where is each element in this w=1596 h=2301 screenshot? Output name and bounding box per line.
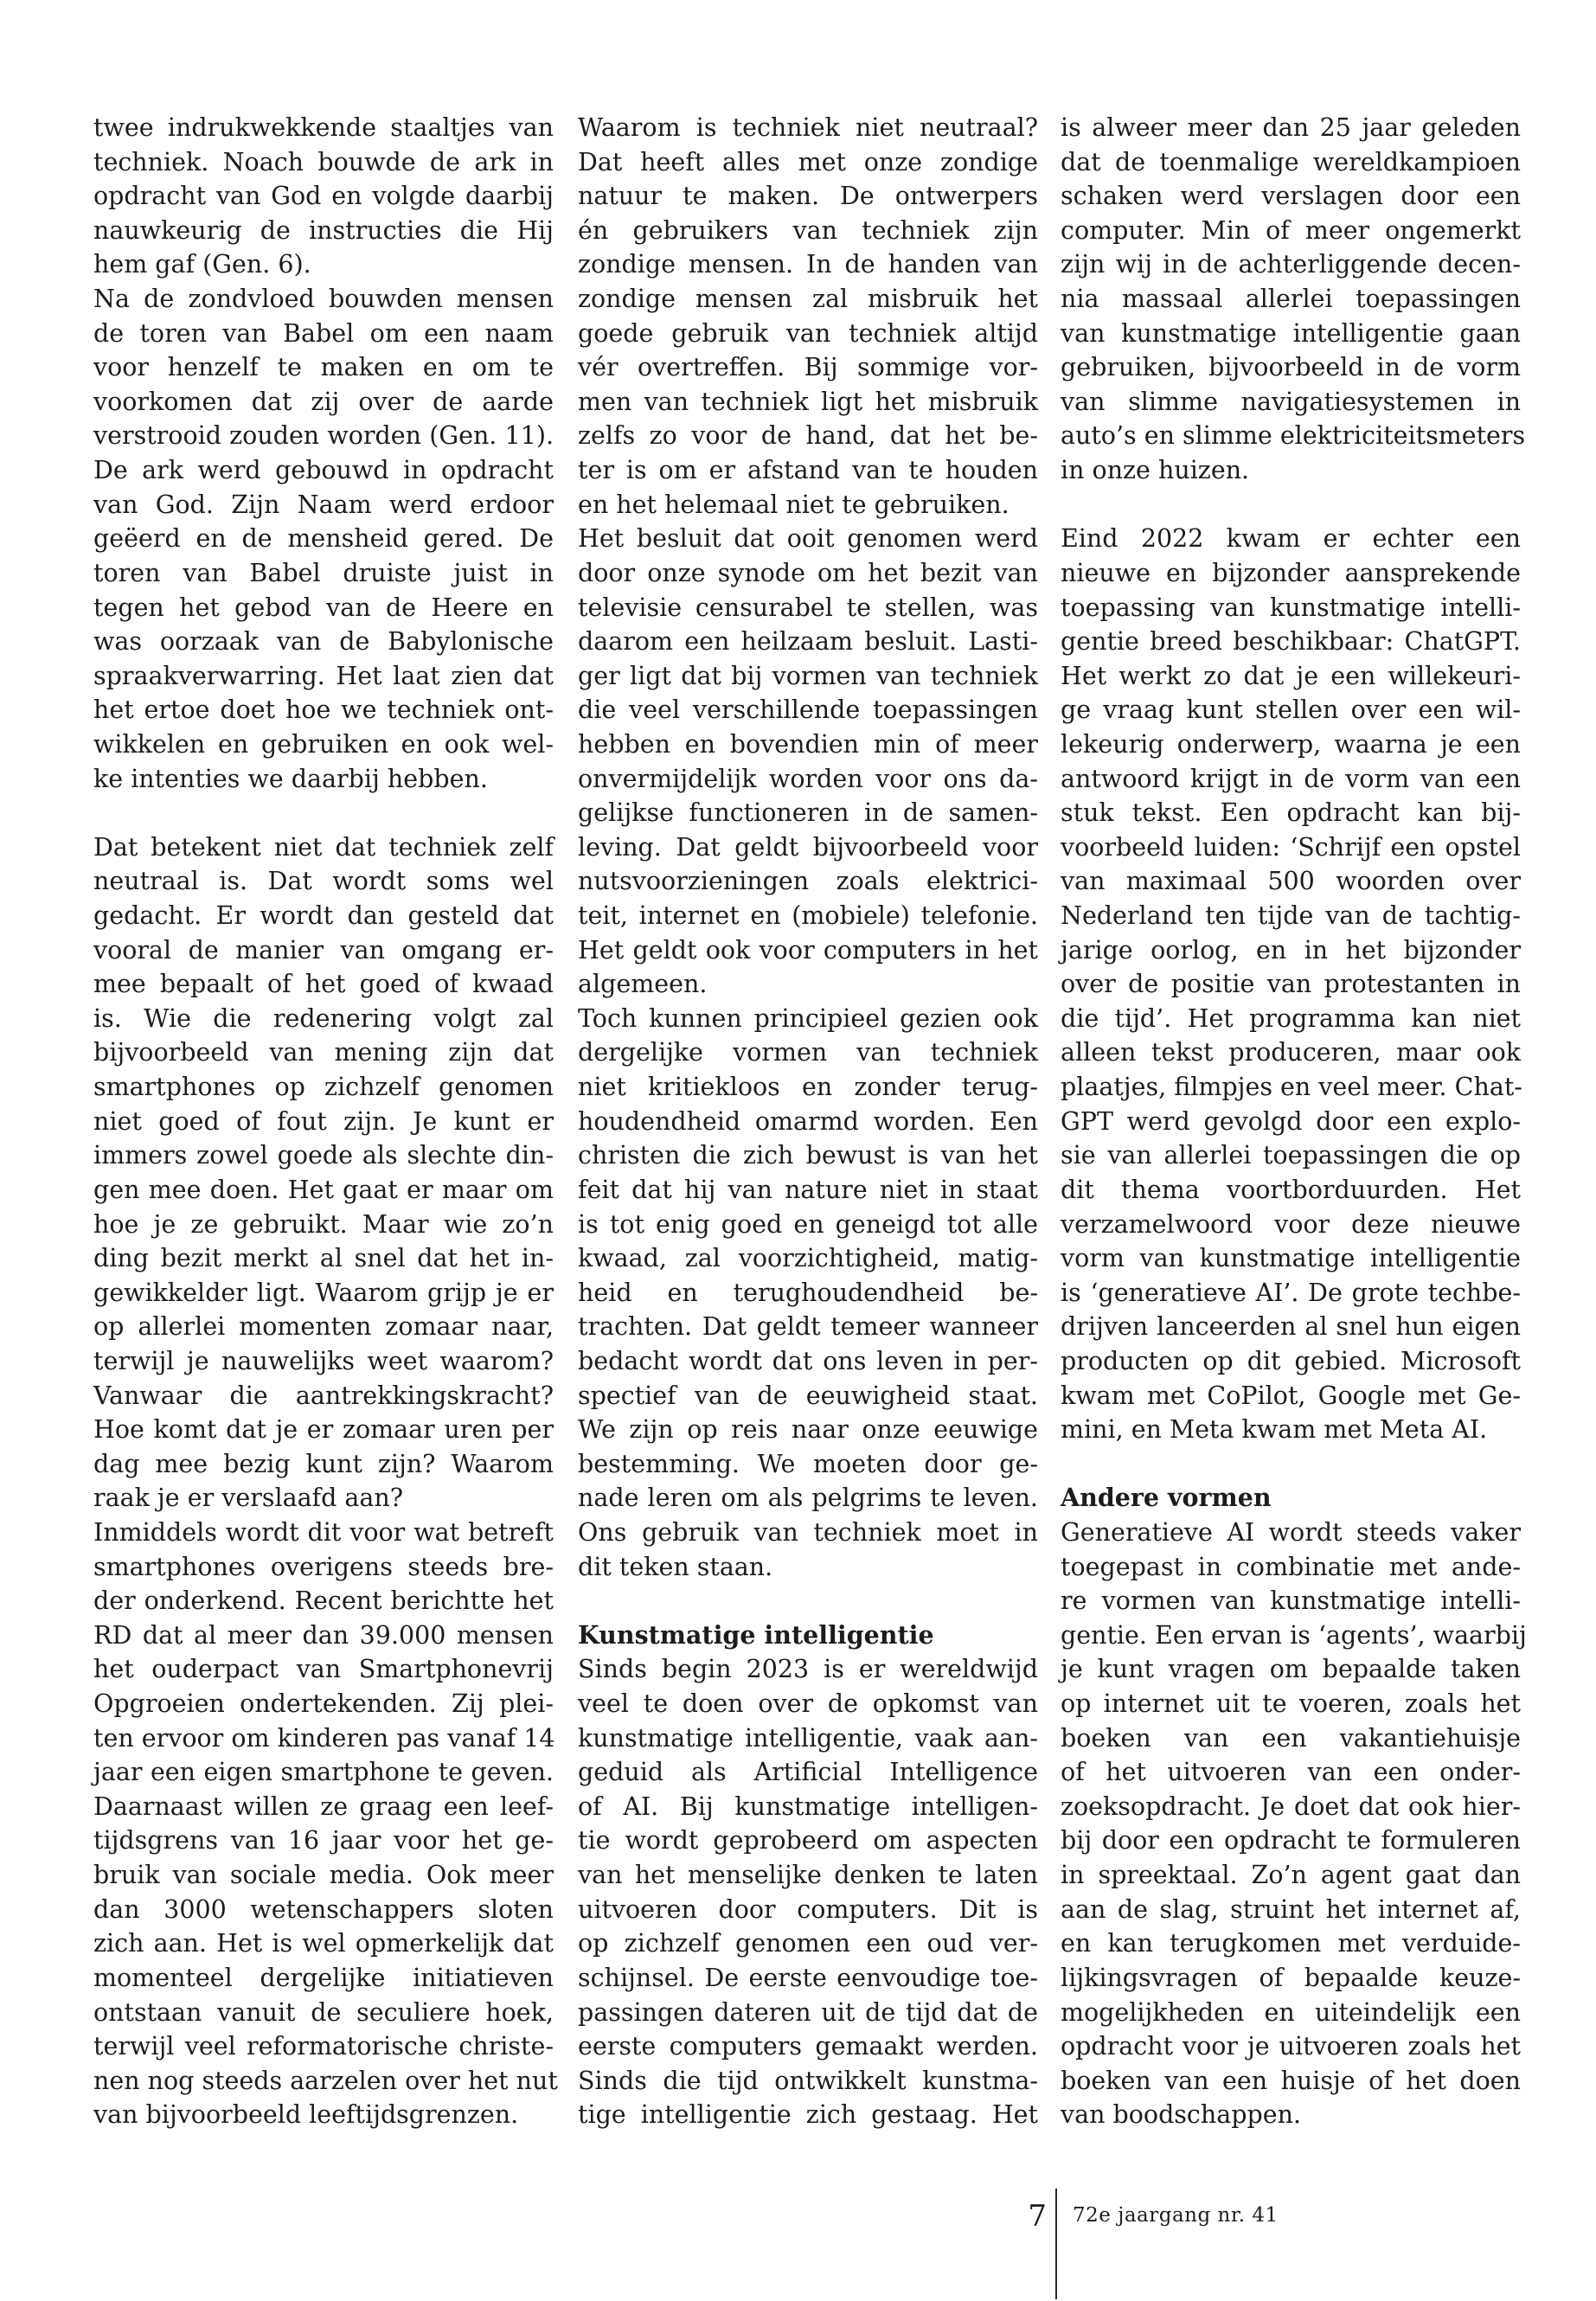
text-line: nutsvoorzieningen zoals elektrici- (578, 867, 1038, 896)
text-line: gedacht. Er wordt dan gesteld dat (93, 901, 554, 931)
text-line: nen nog steeds aarzelen over het nut (93, 2066, 558, 2095)
text-line: auto’s en slimme elektriciteitsmeters (1061, 421, 1526, 451)
text-line: dat de toenmalige wereldkampioen (1061, 147, 1521, 176)
paragraph-gap (1061, 1447, 1521, 1482)
text-line: op internet uit te voeren, zoals het (1061, 1689, 1521, 1719)
text-line: is ‘generatieve AI’. De grote techbe- (1061, 1278, 1521, 1307)
text-line: stuk tekst. Een opdracht kan bij- (1061, 798, 1521, 828)
text-line: De ark werd gebouwd in opdracht (93, 456, 554, 485)
text-line: gelijkse functioneren in de samen- (578, 798, 1038, 828)
text-line: immers zowel goede als slechte din- (93, 1141, 554, 1170)
text-line: kwam met CoPilot, Google met Ge- (1061, 1381, 1521, 1410)
page-footer (1012, 2189, 1358, 2301)
text-line: ten ervoor om kinderen pas vanaf 14 (93, 1723, 555, 1753)
text-line: bijvoorbeeld van mening zijn dat (93, 1038, 554, 1067)
text-line: vér overtreffen. Bij sommige vor- (578, 353, 1038, 382)
text-line: houdendheid omarmd worden. Een (578, 1106, 1038, 1136)
text-line: opdracht voor je uitvoeren zoals het (1061, 2032, 1521, 2061)
text-line: trachten. Dat geldt temeer wanneer (578, 1312, 1038, 1342)
text-line: zondige mensen zal misbruik het (578, 285, 1038, 314)
text-line: eerste computers gemaakt werden. (578, 2032, 1038, 2061)
text-line: Eind 2022 kwam er echter een (1061, 524, 1521, 554)
text-line: zelfs zo voor de hand, dat het be- (578, 421, 1038, 451)
text-line: opdracht van God en volgde daarbij (93, 182, 554, 211)
text-line: lekeurig onderwerp, waarna je een (1061, 729, 1521, 759)
text-line: hoe je ze gebruikt. Maar wie zo’n (93, 1209, 554, 1239)
text-line: Toch kunnen principieel gezien ook (578, 1003, 1038, 1033)
paragraph-gap (1061, 488, 1521, 522)
text-line: of het uitvoeren van een onder- (1061, 1758, 1521, 1787)
text-line: tegen het gebod van de Heere en (93, 593, 554, 622)
text-line: voorkomen dat zij over de aarde (93, 387, 554, 416)
text-line: je kunt vragen om bepaalde taken (1061, 1655, 1521, 1684)
text-line: bedacht wordt dat ons leven in per- (578, 1346, 1038, 1375)
text-line: sie van allerlei toepassingen die op (1061, 1141, 1521, 1170)
text-line: smartphones overigens steeds bre- (93, 1552, 554, 1581)
text-line: bij door een opdracht te formuleren (1061, 1826, 1521, 1856)
text-line: van bijvoorbeeld leeftijdsgrenzen. (93, 2100, 519, 2130)
text-line: van boodschappen. (1061, 2100, 1302, 2130)
text-line: kwaad, zal voorzichtigheid, matig- (578, 1244, 1038, 1273)
text-line: Vanwaar die aantrekkingskracht? (93, 1381, 554, 1410)
text-line: verzamelwoord voor deze nieuwe (1061, 1209, 1521, 1239)
text-line: bestemming. We moeten door ge- (578, 1449, 1038, 1478)
text-line: heid en terughoudendheid be- (578, 1278, 1038, 1307)
text-line: ontstaan vanuit de seculiere hoek, (93, 1997, 554, 2027)
text-line: producten op dit gebied. Microsoft (1061, 1346, 1521, 1375)
text-line: zich aan. Het is wel opmerkelijk dat (93, 1929, 554, 1958)
text-line: Ons gebruik van techniek moet in (578, 1517, 1038, 1547)
text-line: is. Wie die redenering volgt zal (93, 1003, 554, 1033)
text-line: bruik van sociale media. Ook meer (93, 1861, 554, 1890)
text-line: mee bepaalt of het goed of kwaad (93, 970, 554, 999)
text-line: Opgroeien ondertekenden. Zij plei- (93, 1689, 554, 1719)
text-line: schaken werd verslagen door een (1061, 182, 1521, 211)
text-line: van maximaal 500 woorden over (1061, 867, 1521, 896)
text-line: neutraal is. Dat wordt soms wel (93, 867, 554, 896)
text-line: toegepast in combinatie met ande- (1061, 1552, 1521, 1581)
text-line: alleen tekst produceren, maar ook (1061, 1038, 1521, 1067)
text-line: leving. Dat geldt bijvoorbeeld voor (578, 832, 1038, 862)
text-line: jaar een eigen smartphone te geven. (93, 1758, 554, 1787)
text-line: verstrooid zouden worden (Gen. 11). (93, 421, 554, 451)
text-line: hebben en bovendien min of meer (578, 729, 1038, 759)
text-line: GPT werd gevolgd door een explo- (1061, 1106, 1521, 1136)
text-line: gentie breed beschikbaar: ChatGPT. (1061, 627, 1521, 657)
article-column-1 (93, 111, 558, 2132)
text-line: We zijn op reis naar onze eeuwige (578, 1415, 1038, 1445)
text-line: computer. Min of meer ongemerkt (1061, 215, 1521, 245)
text-line: nade leren om als pelgrims te leven. (578, 1484, 1038, 1513)
text-line: veel te doen over de opkomst van (578, 1689, 1038, 1719)
text-line: drijven lanceerden al snel hun eigen (1061, 1312, 1521, 1342)
text-line: door onze synode om het bezit van (578, 558, 1038, 587)
text-line: techniek. Noach bouwde de ark in (93, 147, 554, 176)
text-line: ger ligt dat bij vormen van techniek (578, 661, 1038, 690)
text-line: antwoord krijgt in de vorm van een (1061, 764, 1521, 793)
text-line: zijn wij in de achterliggende decen- (1061, 250, 1521, 279)
text-line: boeken van een huisje of het doen (1061, 2066, 1521, 2095)
text-line: geduid als Artificial Intelligence (578, 1758, 1038, 1787)
text-line: geëerd en de mensheid gered. De (93, 524, 554, 554)
text-line: terwijl veel reformatorische christe- (93, 2032, 554, 2061)
text-line: gewikkelder ligt. Waarom grijp je er (93, 1278, 554, 1307)
text-line: dit thema voortborduurden. Het (1061, 1175, 1521, 1204)
text-line: tige intelligentie zich gestaag. Het (578, 2100, 1038, 2130)
text-line: die veel verschillende toepassingen (578, 695, 1038, 725)
text-line: dan 3000 wetenschappers sloten (93, 1894, 554, 1924)
footer-divider (1055, 2189, 1057, 2299)
text-line: gentie. Een ervan is ‘agents’, waarbij (1061, 1620, 1527, 1650)
text-line: niet goed of fout zijn. Je kunt er (93, 1106, 554, 1136)
text-line: jarige oorlog, en in het bijzonder (1061, 935, 1521, 965)
text-line: aan de slag, struint het internet af, (1061, 1894, 1521, 1924)
page-number: 7 (1028, 2199, 1047, 2234)
text-line: nieuwe en bijzonder aansprekende (1061, 558, 1521, 587)
text-line: lijkingsvragen of bepaalde keuze- (1061, 1963, 1521, 1992)
issue-label: 72e jaargang nr. 41 (1073, 2204, 1279, 2227)
section-heading: Andere vormen (1061, 1483, 1272, 1513)
text-line: RD dat al meer dan 39.000 mensen (93, 1620, 554, 1650)
text-line: mini, en Meta kwam met Meta AI. (1061, 1415, 1488, 1445)
text-line: goede gebruik van techniek altijd (578, 318, 1038, 348)
text-line: tijdsgrens van 16 jaar voor het ge- (93, 1826, 554, 1856)
text-line: men van techniek ligt het misbruik (578, 387, 1038, 416)
article-column-2 (578, 111, 1038, 2132)
text-line: momenteel dergelijke initiatieven (93, 1963, 554, 1992)
paragraph-gap (93, 796, 554, 830)
text-line: zondige mensen. In de handen van (578, 250, 1038, 279)
text-line: daarom een heilzaam besluit. Lasti- (578, 627, 1038, 657)
text-line: én gebruikers van techniek zijn (578, 215, 1038, 245)
text-line: hem gaf (Gen. 6). (93, 250, 311, 279)
text-line: passingen dateren uit de tijd dat de (578, 1997, 1038, 2027)
text-line: van God. Zijn Naam werd erdoor (93, 490, 554, 519)
text-line: en kan terugkomen met verduide- (1061, 1929, 1521, 1958)
text-line: Het werkt zo dat je een willekeuri- (1061, 661, 1521, 690)
text-line: ding bezit merkt al snel dat het in- (93, 1244, 554, 1273)
text-line: voorbeeld luiden: ‘Schrijf een opstel (1061, 832, 1521, 862)
text-line: algemeen. (578, 970, 708, 999)
article-column-3 (1061, 111, 1527, 2132)
text-line: re vormen van kunstmatige intelli- (1061, 1586, 1521, 1616)
text-line: die tijd’. Het programma kan niet (1061, 1003, 1521, 1033)
text-line: teit, internet en (mobiele) telefonie. (578, 901, 1038, 931)
text-line: Dat betekent niet dat techniek zelf (93, 832, 554, 862)
text-line: het ertoe doet hoe we techniek ont- (93, 695, 554, 725)
text-line: of AI. Bij kunstmatige intelligen- (578, 1791, 1038, 1821)
text-line: dit teken staan. (578, 1552, 773, 1581)
text-line: spraakverwarring. Het laat zien dat (93, 661, 554, 690)
text-line: spectief van de eeuwigheid staat. (578, 1381, 1038, 1410)
text-line: plaatjes, filmpjes en veel meer. Chat- (1061, 1073, 1522, 1102)
text-line: Het geldt ook voor computers in het (578, 935, 1038, 965)
text-line: kunstmatige intelligentie, vaak aan- (578, 1723, 1038, 1753)
text-line: raak je er verslaafd aan? (93, 1484, 404, 1513)
text-line: terwijl je nauwelijks weet waarom? (93, 1346, 554, 1375)
text-line: smartphones op zichzelf genomen (93, 1073, 554, 1102)
text-line: zoeksopdracht. Je doet dat ook hier- (1061, 1791, 1521, 1821)
text-line: in onze huizen. (1061, 456, 1250, 485)
text-line: wikkelen en gebruiken en ook wel- (93, 729, 554, 759)
text-line: toren van Babel druiste juist in (93, 558, 554, 587)
text-line: over de positie van protestanten in (1061, 970, 1521, 999)
text-line: uitvoeren door computers. Dit is (578, 1894, 1038, 1924)
text-line: tie wordt geprobeerd om aspecten (578, 1826, 1038, 1856)
text-line: van slimme navigatiesystemen in (1061, 387, 1521, 416)
text-line: Hoe komt dat je er zomaar uren per (93, 1415, 554, 1445)
text-line: natuur te maken. De ontwerpers (578, 182, 1038, 211)
text-line: voor henzelf te maken en om te (93, 353, 554, 382)
text-line: vooral de manier van omgang er- (93, 935, 554, 965)
paragraph-gap (578, 1584, 1038, 1618)
text-line: ge vraag kunt stellen over een wil- (1061, 695, 1521, 725)
text-line: in spreektaal. Zo’n agent gaat dan (1061, 1861, 1521, 1890)
text-line: van kunstmatige intelligentie gaan (1061, 318, 1521, 348)
text-line: is tot enig goed en geneigd tot alle (578, 1209, 1038, 1239)
text-line: boeken van een vakantiehuisje (1061, 1723, 1521, 1753)
text-line: der onderkend. Recent berichtte het (93, 1586, 554, 1616)
text-line: op zichzelf genomen een oud ver- (578, 1929, 1038, 1958)
text-line: onvermijdelijk worden voor ons da- (578, 764, 1038, 793)
text-line: christen die zich bewust is van het (578, 1141, 1038, 1170)
text-line: van het menselijke denken te laten (578, 1861, 1038, 1890)
text-line: Sinds begin 2023 is er wereldwijd (578, 1655, 1038, 1684)
text-line: Daarnaast willen ze graag een leef- (93, 1791, 554, 1821)
text-line: en het helemaal niet te gebruiken. (578, 490, 1010, 519)
section-heading: Kunstmatige intelligentie (578, 1619, 934, 1650)
text-line: Dat heeft alles met onze zondige (578, 147, 1038, 176)
text-line: de toren van Babel om een naam (93, 318, 554, 348)
text-line: ter is om er afstand van te houden (578, 456, 1038, 485)
text-line: mogelijkheden en uiteindelijk een (1061, 1997, 1521, 2027)
text-line: ke intenties we daarbij hebben. (93, 764, 488, 793)
text-line: is alweer meer dan 25 jaar geleden (1061, 113, 1521, 142)
text-line: niet kritiekloos en zonder terug- (578, 1073, 1038, 1102)
text-line: dag mee bezig kunt zijn? Waarom (93, 1449, 554, 1478)
text-line: Sinds die tijd ontwikkelt kunstma- (578, 2066, 1038, 2095)
text-line: Het besluit dat ooit genomen werd (578, 524, 1038, 554)
text-line: het ouderpact van Smartphonevrij (93, 1655, 554, 1684)
text-line: was oorzaak van de Babylonische (93, 627, 554, 657)
text-line: feit dat hij van nature niet in staat (578, 1175, 1038, 1204)
text-line: Generatieve AI wordt steeds vaker (1061, 1517, 1521, 1547)
text-line: Inmiddels wordt dit voor wat betreft (93, 1517, 554, 1547)
text-line: vorm van kunstmatige intelligentie (1061, 1244, 1521, 1273)
text-line: gebruiken, bijvoorbeeld in de vorm (1061, 353, 1521, 382)
text-line: schijnsel. De eerste eenvoudige toe- (578, 1963, 1038, 1992)
text-line: televisie censurabel te stellen, was (578, 593, 1038, 622)
text-line: op allerlei momenten zomaar naar, (93, 1312, 554, 1342)
text-line: nia massaal allerlei toepassingen (1061, 285, 1521, 314)
text-line: toepassing van kunstmatige intelli- (1061, 593, 1521, 622)
text-line: Na de zondvloed bouwden mensen (93, 285, 554, 314)
text-line: nauwkeurig de instructies die Hij (93, 215, 554, 245)
text-line: twee indrukwekkende staaltjes van (93, 113, 554, 142)
text-line: Waarom is techniek niet neutraal? (578, 113, 1038, 142)
text-line: gen mee doen. Het gaat er maar om (93, 1175, 554, 1204)
text-line: dergelijke vormen van techniek (578, 1038, 1038, 1067)
text-line: Nederland ten tijde van de tachtig- (1061, 901, 1521, 931)
